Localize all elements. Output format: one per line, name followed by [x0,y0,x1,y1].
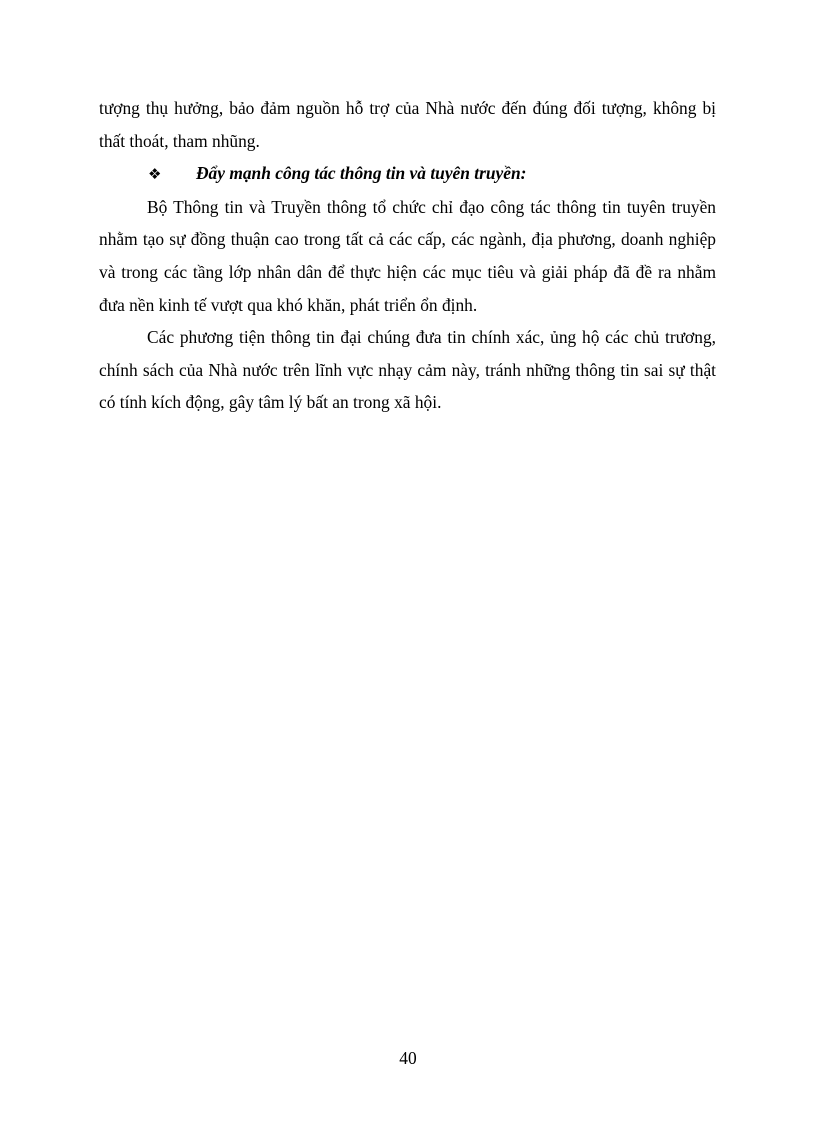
paragraph-continuation: tượng thụ hưởng, bảo đảm nguồn hỗ trợ của Nhà nước đến đúng đối tượng, không bị thất thoát, tham nhũng. [99,98,716,151]
section-heading [99,157,716,191]
paragraph-ministry: Bộ Thông tin và Truyền thông tổ chức chỉ đạo công tác thông tin tuyên truyền nhằm tạo sự đồng thuận cao trong tất cả các cấp, các ngành, địa phương, doanh nghiệp và trong các tầng lớp nhân dân để thực hiện các mục tiêu và giải pháp đã đề ra nhằm đưa nền kinh tế vượt qua khó khăn, phát triển ổn định. [99,196,716,315]
section-heading-text: Đẩy mạnh công tác thông tin và tuyên truyền: [196,163,527,184]
page-number: 40 [399,1048,417,1068]
paragraph-media: Các phương tiện thông tin đại chúng đưa tin chính xác, ủng hộ các chủ trương, chính sách của Nhà nước trên lĩnh vực nhạy cảm này, tránh những thông tin sai sự thật có tính kích động, gây tâm lý bất an trong xã hội. [99,327,716,413]
diamond-bullet-icon: ❖ [148,165,162,184]
document-body [99,92,716,419]
